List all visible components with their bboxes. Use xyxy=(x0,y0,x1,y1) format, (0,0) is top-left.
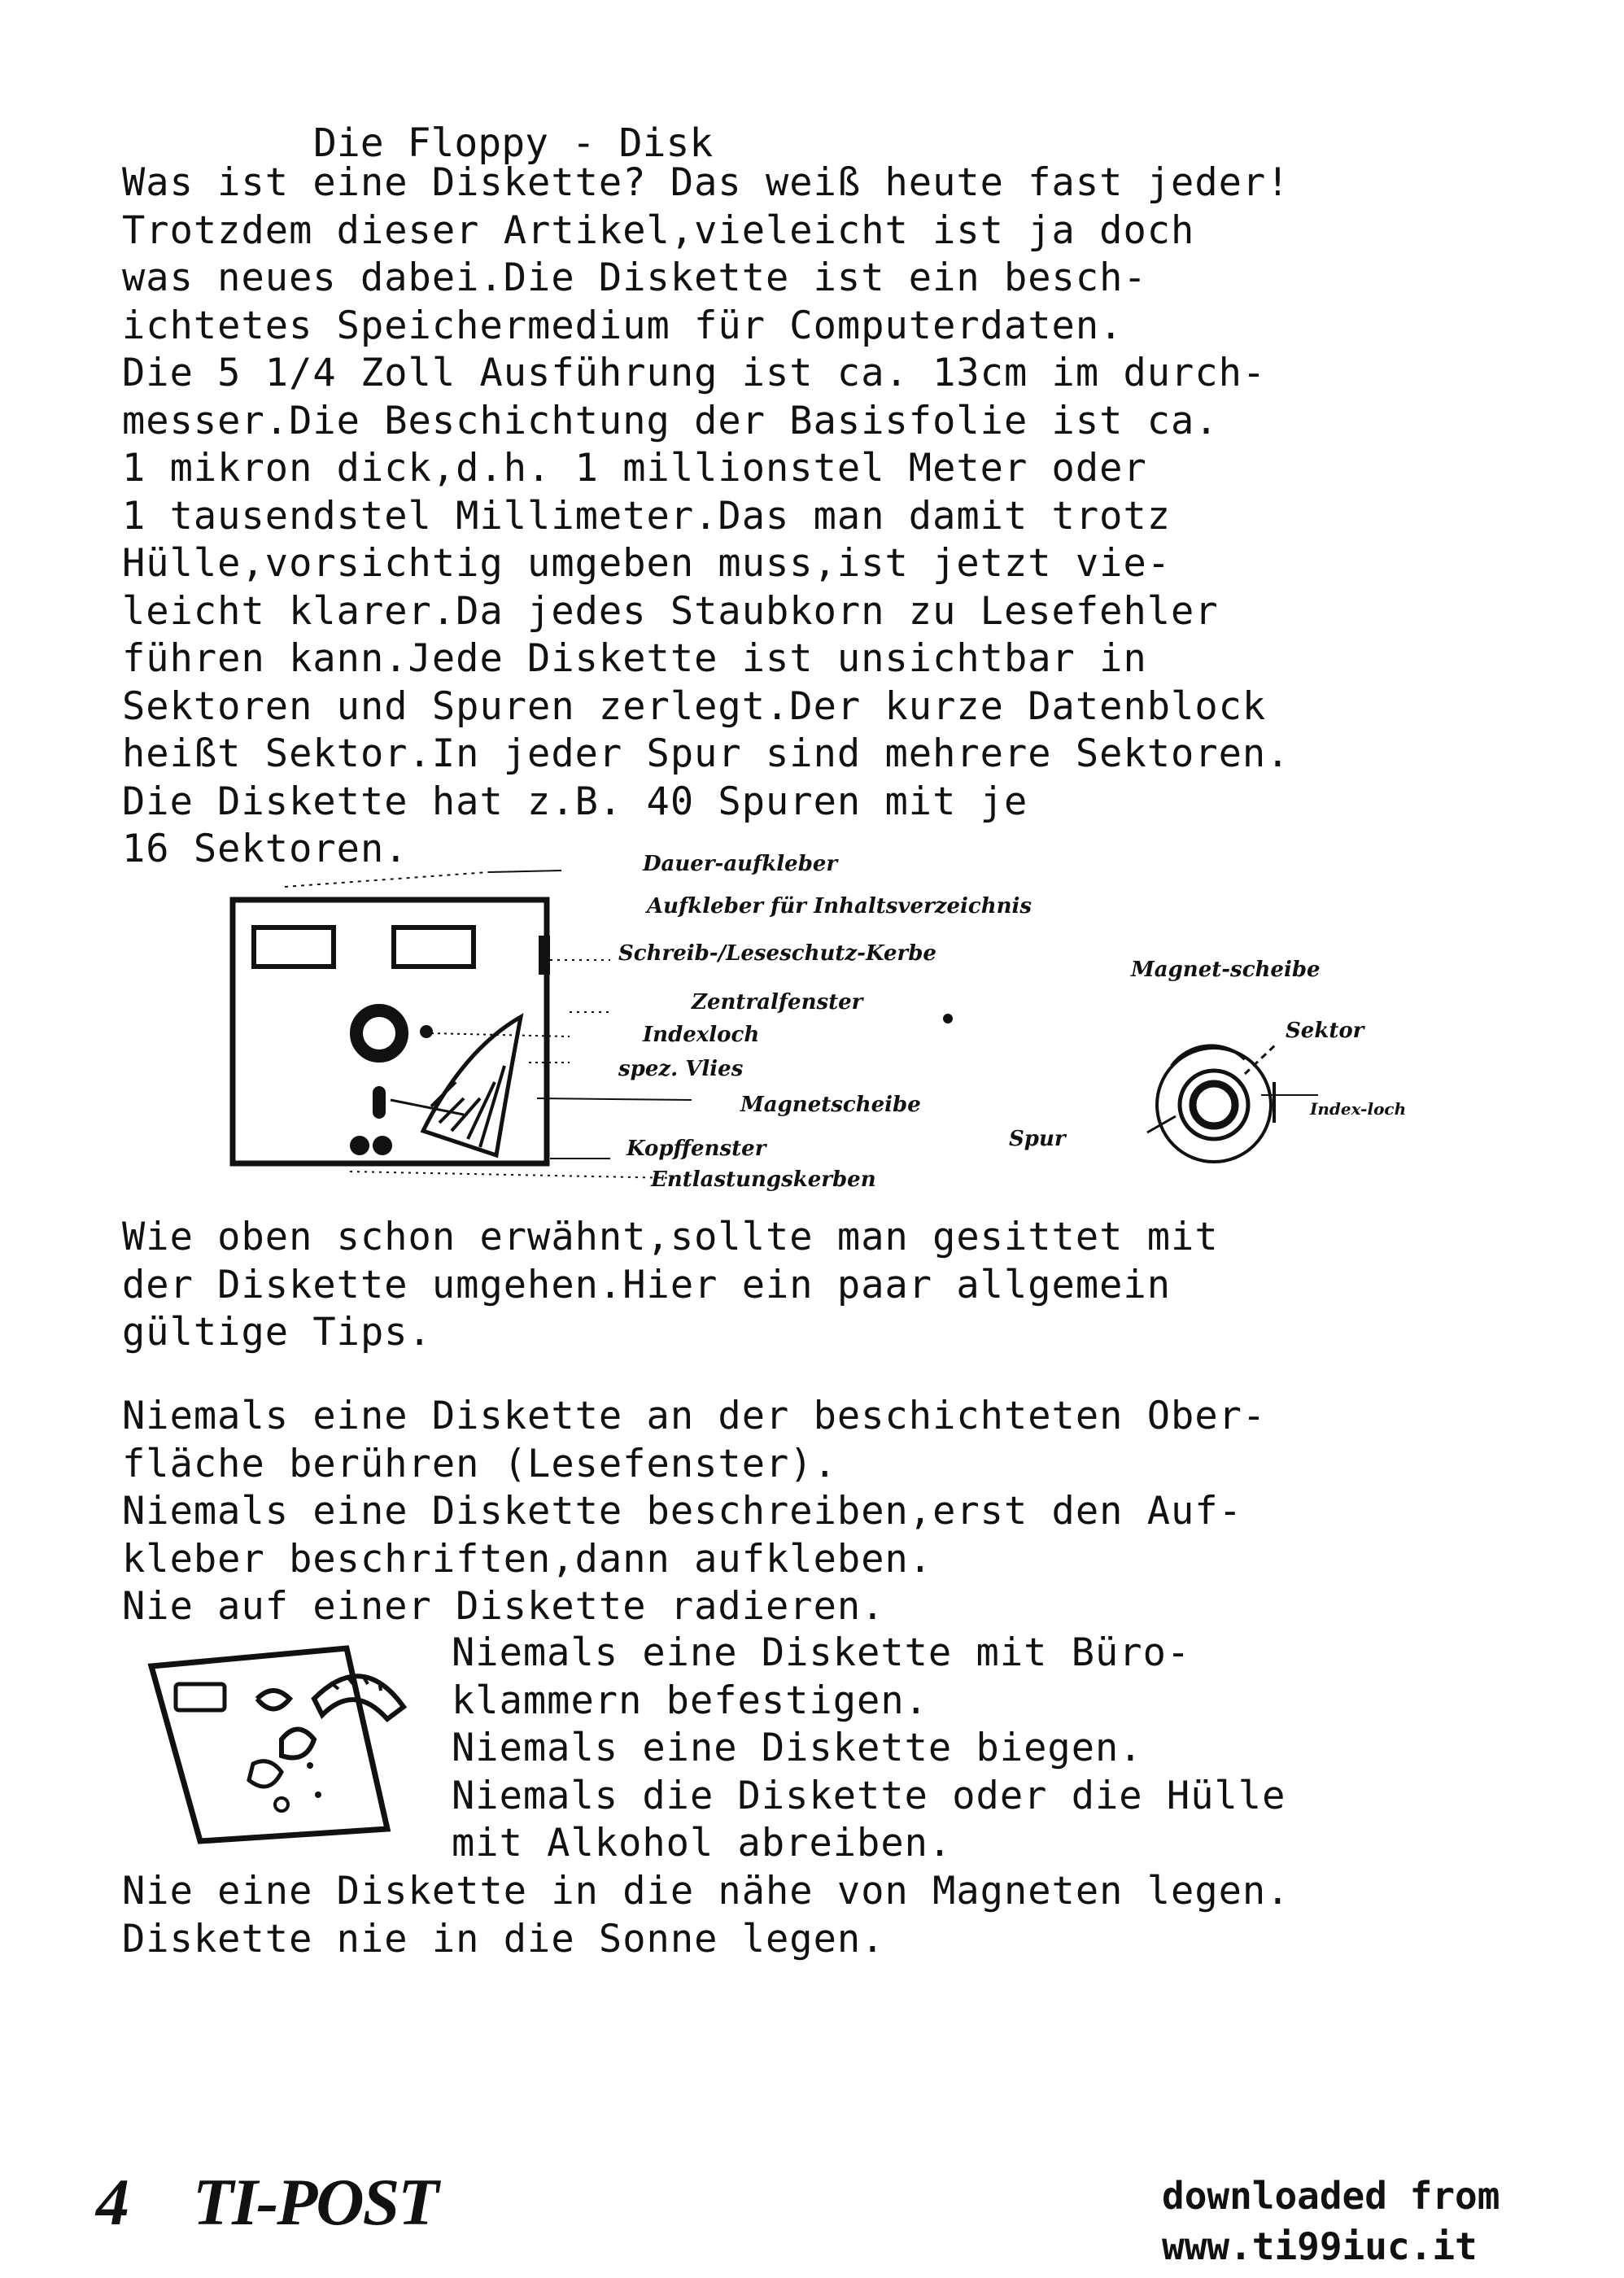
text-line: Was ist eine Diskette? Das weiß heute fast jeder! xyxy=(122,160,1290,205)
label-indexloch: Indexloch xyxy=(643,1023,760,1047)
text-line: leicht klarer.Da jedes Staubkorn zu Lesefehler xyxy=(122,588,1219,634)
text-line: klammern befestigen. xyxy=(452,1678,928,1723)
text-line: fläche berühren (Lesefenster). xyxy=(122,1441,837,1486)
label-aufkleber: Aufkleber für Inhaltsverzeichnis xyxy=(647,894,1032,919)
text-line: 16 Sektoren. xyxy=(122,827,408,871)
text-line: Niemals die Diskette oder die Hülle xyxy=(452,1773,1286,1818)
magazine-name: TI-POST xyxy=(193,2165,438,2239)
label-right-spur: Spur xyxy=(1009,1127,1066,1151)
text-line: Niemals eine Diskette an der beschichteten Ober- xyxy=(122,1394,1267,1438)
text-line: Niemals eine Diskette beschreiben,erst den Auf- xyxy=(122,1489,1242,1534)
bad-handling-illustration xyxy=(143,1634,469,1853)
index-hole xyxy=(420,1025,433,1038)
text-line: Wie oben schon erwähnt,sollte man gesittet mit xyxy=(122,1215,1219,1259)
footer-masthead xyxy=(96,2164,437,2241)
label-window-left xyxy=(254,927,334,967)
text-line: gültige Tips. xyxy=(122,1310,432,1355)
text-line: messer.Die Beschichtung der Basisfolie ist ca. xyxy=(122,398,1219,443)
text-line: Diskette nie in die Sonne legen. xyxy=(122,1916,885,1962)
magnet-disk-hub xyxy=(1193,1084,1235,1126)
label-vlies: spez. Vlies xyxy=(618,1057,744,1081)
intro-paragraph xyxy=(122,159,1290,874)
label-window-right xyxy=(394,927,474,967)
text-line: Trotzdem dieser Artikel,vieleicht ist ja doch xyxy=(122,207,1195,253)
text-line: Die Diskette hat z.B. 40 Spuren mit je xyxy=(122,779,1028,824)
text-line: der Diskette umgehen.Hier ein paar allgemein xyxy=(122,1262,1172,1307)
text-line: Niemals eine Diskette mit Büro- xyxy=(452,1630,1191,1675)
text-line: Sektoren und Spuren zerlegt.Der kurze Datenblock xyxy=(122,683,1267,729)
download-line-1: downloaded from xyxy=(1162,2174,1500,2218)
article-title: Die Floppy - Disk xyxy=(313,120,714,166)
text-line: Die 5 1/4 Zoll Ausführung ist ca. 13cm im durch- xyxy=(122,351,1267,395)
page-number: 4 xyxy=(96,2165,128,2239)
tips-block-c xyxy=(122,1868,1290,1963)
text-line: ichtetes Speichermedium für Computerdaten. xyxy=(122,303,1124,348)
text-line: Nie auf einer Diskette radieren. xyxy=(122,1584,885,1629)
tips-block-b xyxy=(452,1630,1286,1868)
label-right-sektor: Sektor xyxy=(1286,1019,1364,1043)
text-line: Nie eine Diskette in die nähe von Magneten legen. xyxy=(122,1869,1290,1914)
label-kopffenster: Kopffenster xyxy=(626,1137,766,1161)
text-line: heißt Sektor.In jeder Spur sind mehrere Sektoren. xyxy=(122,731,1290,776)
label-entlastungskerben: Entlastungskerben xyxy=(651,1167,876,1192)
text-line: 1 mikron dick,d.h. 1 millionstel Meter oder xyxy=(122,446,1147,491)
label-dauer: Dauer-aufkleber xyxy=(643,852,838,876)
write-protect-notch xyxy=(539,936,550,975)
text-line: was neues dabei.Die Diskette ist ein besch- xyxy=(122,255,1147,300)
label-magnetscheibe: Magnetscheibe xyxy=(740,1093,921,1117)
tips-block-a xyxy=(122,1393,1266,1631)
floppy-diagram xyxy=(187,838,1570,1196)
label-right-indexloch: Index-loch xyxy=(1310,1099,1407,1119)
peeled-vlies xyxy=(423,1017,521,1155)
text-line: mit Alkohol abreiben. xyxy=(452,1821,953,1866)
text-line: 1 tausendstel Millimeter.Das man damit trotz xyxy=(122,493,1172,539)
download-line-2[interactable]: www.ti99iuc.it xyxy=(1162,2224,1478,2268)
text-line: Niemals eine Diskette biegen. xyxy=(452,1726,1143,1770)
label-schreibschutz: Schreib-/Leseschutz-Kerbe xyxy=(618,941,936,966)
label-zentralfenster: Zentralfenster xyxy=(692,990,863,1015)
paperclip-icon xyxy=(249,1761,282,1787)
tips-intro xyxy=(122,1214,1219,1357)
download-credit xyxy=(1162,2171,1500,2271)
text-line: Hülle,vorsichtig umgeben muss,ist jetzt vie- xyxy=(122,541,1172,586)
head-window xyxy=(373,1086,386,1119)
text-line: führen kann.Jede Diskette ist unsichtbar in xyxy=(122,636,1147,681)
text-line: kleber beschriften,dann aufkleben. xyxy=(122,1536,933,1582)
center-hole xyxy=(356,1010,402,1056)
label-right-magnetscheibe: Magnet-scheibe xyxy=(1131,958,1321,982)
